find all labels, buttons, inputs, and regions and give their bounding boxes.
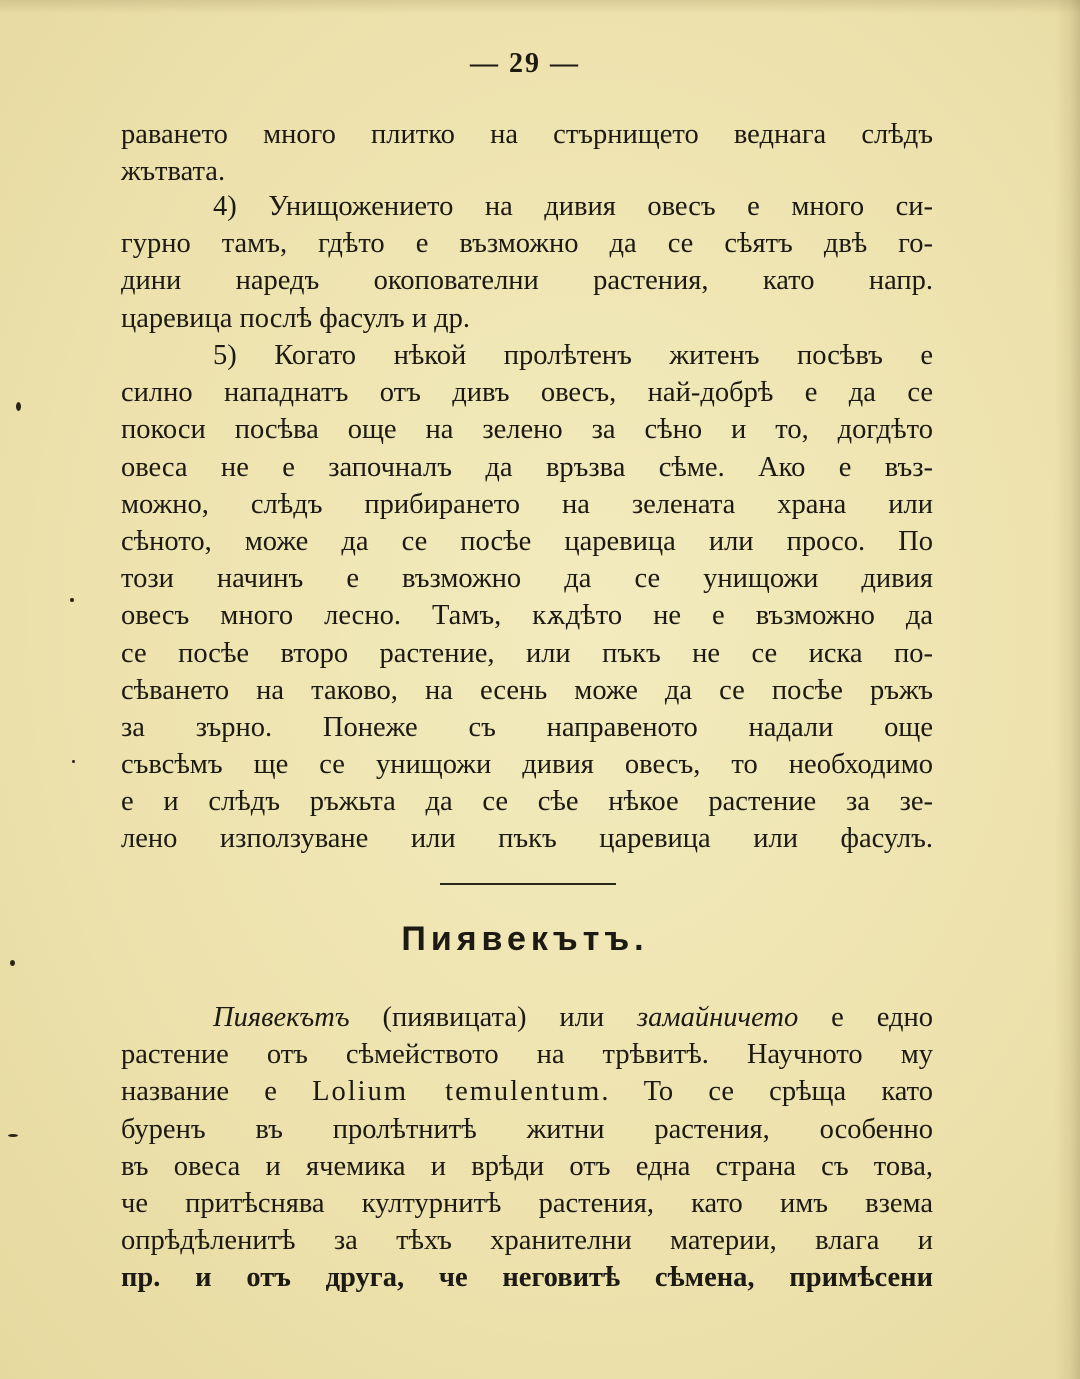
text-line: дини наредъ окопователни растения, като напр. xyxy=(121,265,933,297)
paper-speck xyxy=(8,1134,18,1137)
paragraph-item-4 xyxy=(121,188,933,337)
text-line: овесъ много лесно. Тамъ, кѫдѣто не е възможно да xyxy=(121,600,933,632)
page-top-shadow xyxy=(0,0,1080,14)
text-line: буренъ въ пролѣтнитѣ житни растения, особенно xyxy=(121,1113,933,1145)
text-line: царевица послѣ фасулъ и др. xyxy=(121,302,470,334)
text-line: за зърно. Понеже съ направеното надали още xyxy=(121,711,933,743)
text-line xyxy=(121,999,933,1036)
text-line: гурно тамъ, гдѣто е възможно да се сѣятъ двѣ го- xyxy=(121,228,933,260)
section-heading: Пиявекътъ. xyxy=(401,920,649,958)
text-line: лено използуване или пъкъ царевица или фасулъ. xyxy=(121,823,933,855)
page-number: — 29 — xyxy=(470,48,580,79)
text-line: 5) Когато нѣкой пролѣтенъ житенъ посѣвъ е xyxy=(213,340,933,371)
text-line: овеса не е започналъ да връзва сѣме. Ако е въз- xyxy=(121,451,933,483)
text-fragment: . То се срѣща като xyxy=(601,1076,933,1108)
paper-speck xyxy=(16,402,21,411)
text-line: сѣното, може да се посѣе царевица или просо. По xyxy=(121,525,933,557)
page-right-shadow xyxy=(1054,0,1080,1379)
text-line: силно нападнатъ отъ дивъ овесъ, най-добрѣ е да се xyxy=(121,377,933,409)
text-line: съвсѣмъ ще се унищожи дивия овесъ, то необходимо xyxy=(121,749,933,781)
text-line: е и слѣдъ ръжьта да се сѣе нѣкое растение за зе- xyxy=(121,786,933,818)
text-line xyxy=(121,1073,933,1110)
text-line: раването много плитко на стърнището веднага слѣдъ xyxy=(121,119,933,150)
paragraph-item-5 xyxy=(121,337,933,858)
text-line: пр. и отъ друга, че неговитѣ сѣмена, примѣсени xyxy=(121,1262,933,1294)
text-line: опрѣдѣленитѣ за тѣхъ хранителни материи, влага и xyxy=(121,1225,933,1257)
text-fragment: (пиявицата) или xyxy=(349,1002,638,1033)
section-divider xyxy=(440,883,616,885)
text-line: този начинъ е възможно да се унищожи дивия xyxy=(121,563,933,595)
term-zamajniche: замайничето xyxy=(637,1002,799,1033)
paper-speck xyxy=(72,760,75,763)
continuation-paragraph xyxy=(121,116,933,190)
text-line: сѣването на таково, на есень може да се посѣе ръжъ xyxy=(121,674,933,706)
text-fragment: название е xyxy=(121,1076,313,1108)
text-line: въ овеса и ячемика и врѣди отъ една страна съ това, xyxy=(121,1150,933,1182)
term-pijavek: Пиявекътъ xyxy=(213,1002,350,1033)
text-fragment: е едно xyxy=(798,1002,933,1033)
section-paragraph xyxy=(121,999,933,1297)
paper-speck xyxy=(70,598,74,602)
text-line: растение отъ сѣмейството на трѣвитѣ. Научното му xyxy=(121,1039,933,1071)
text-line: 4) Унищожението на дивия овесъ е много си- xyxy=(213,191,933,222)
text-line: жътвата. xyxy=(121,156,226,188)
text-line: покоси посѣва още на зелено за сѣно и то, догдѣто xyxy=(121,414,933,446)
text-line: че притѣснява културнитѣ растения, като имъ взема xyxy=(121,1187,933,1219)
text-line: се посѣе второ растение, или пъкъ не се иска по- xyxy=(121,637,933,669)
paper-speck xyxy=(10,960,15,966)
text-line: можно, слѣдъ прибирането на зелената храна или xyxy=(121,488,933,520)
latin-name: Lolium temulentum xyxy=(312,1076,602,1108)
